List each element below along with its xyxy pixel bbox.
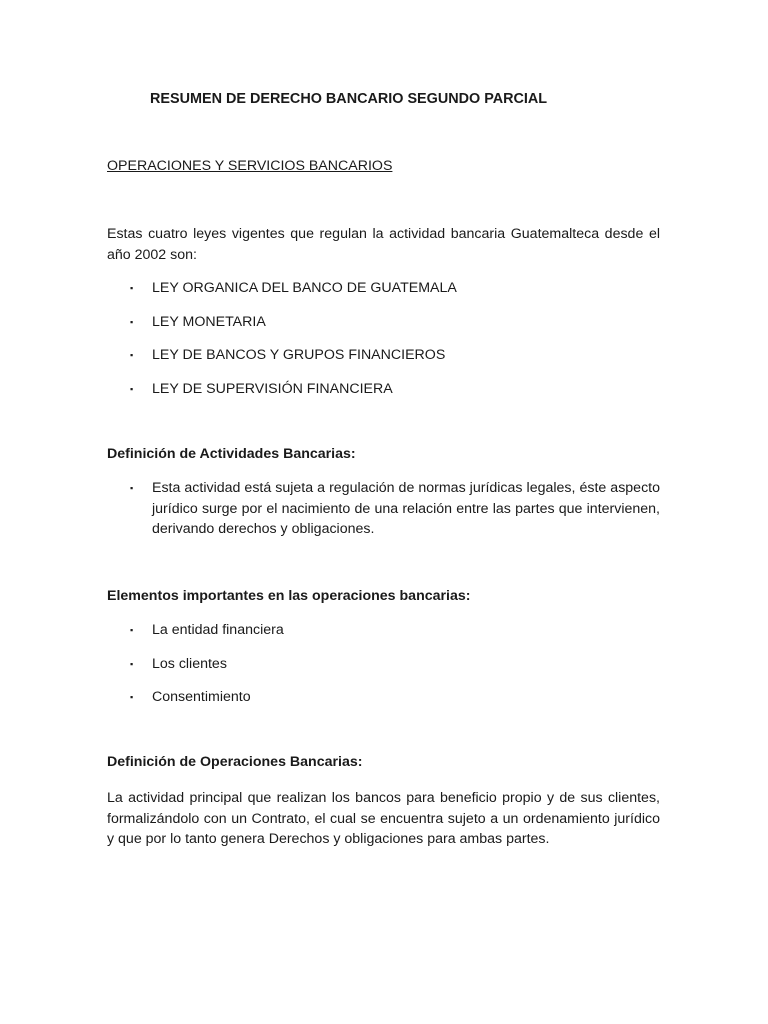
bullet-icon: ▪ [130, 625, 134, 635]
definition-operations-heading: Definición de Operaciones Bancarias: [107, 754, 363, 770]
law-item-text: LEY MONETARIA [152, 313, 266, 330]
bullet-icon: ▪ [130, 283, 134, 293]
definition-activities-heading: Definición de Actividades Bancarias: [107, 446, 356, 462]
element-item-text: La entidad financiera [152, 622, 284, 638]
bullet-icon: ▪ [130, 383, 134, 394]
bullet-icon: ▪ [130, 658, 134, 669]
operations-paragraph: La actividad principal que realizan los bancos para beneficio propio y de sus clientes, formalizándolo con un Contrato, el cual se encuentra sujeto a un ordenamiento jurídico y que por lo tanto genera Derechos y obligaciones para ambas partes. [107, 790, 660, 847]
intro-paragraph: Estas cuatro leyes vigentes que regulan la actividad bancaria Guatemalteca desde el año 2002 son: [107, 226, 660, 263]
law-item-text: LEY DE BANCOS Y GRUPOS FINANCIEROS [152, 347, 446, 363]
bullet-icon: ▪ [130, 483, 134, 493]
element-item-text: Consentimiento [152, 689, 251, 705]
bullet-icon: ▪ [130, 350, 134, 360]
law-item-text: LEY DE SUPERVISIÓN FINANCIERA [152, 380, 393, 397]
document-title: RESUMEN DE DERECHO BANCARIO SEGUNDO PARCIAL [150, 91, 548, 107]
bullet-icon: ▪ [130, 316, 134, 327]
activities-bullet-text: Esta actividad está sujeta a regulación de normas jurídicas legales, éste aspecto jurídico surge por el nacimiento de una relación entre las partes que intervienen, derivando derechos y obligaciones. [152, 480, 660, 537]
element-item-text: Los clientes [152, 655, 227, 672]
section-heading: OPERACIONES Y SERVICIOS BANCARIOS [107, 158, 393, 174]
elements-heading: Elementos importantes en las operaciones bancarias: [107, 588, 471, 604]
bullet-icon: ▪ [130, 692, 134, 702]
law-item-text: LEY ORGANICA DEL BANCO DE GUATEMALA [152, 280, 457, 296]
